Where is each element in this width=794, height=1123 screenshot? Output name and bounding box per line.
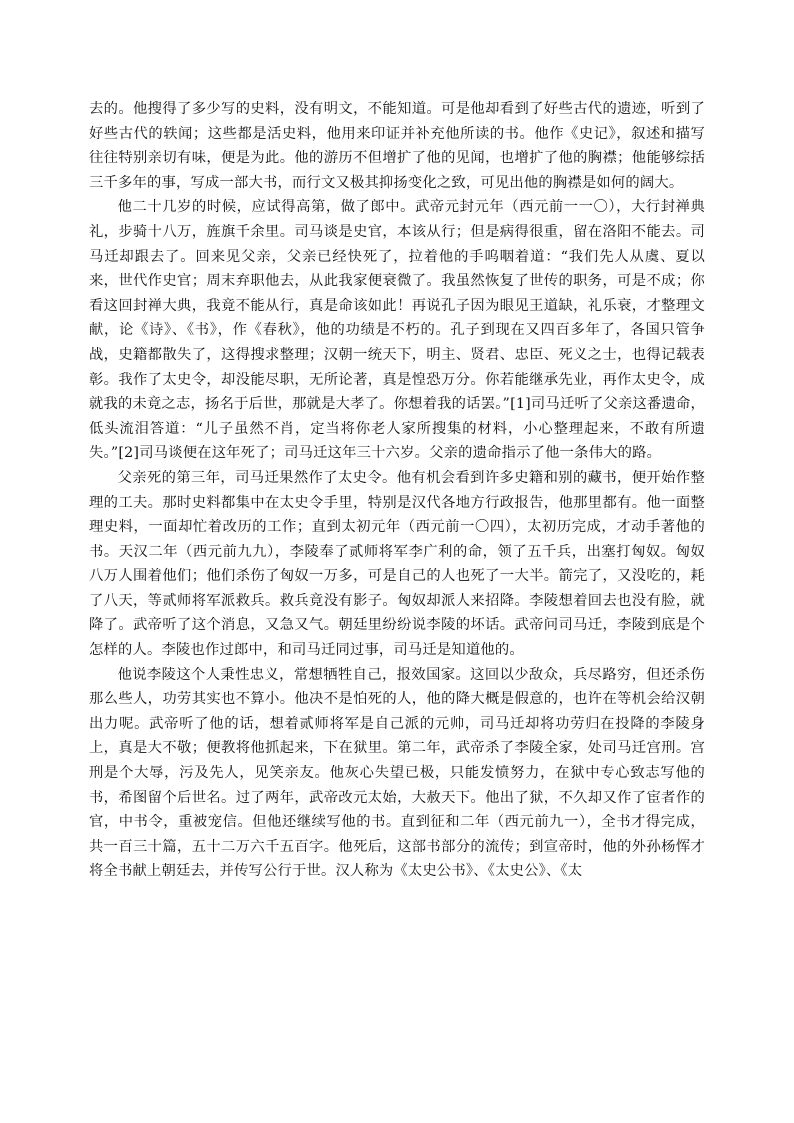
- paragraph-1: 去的。他搜得了多少写的史料，没有明文，不能知道。可是他却看到了好些古代的遗迹，听到了好些古代的轶闻；这些都是活史料，他用来印证并补充他所读的书。他作《史记》，叙述和描写往往特别亲切有味，便是为此。他的游历不但增扩了他的见闻，也增扩了他的胸襟；他能够综括三千多年的事，写成一部大书，而行文又极其抑扬变化之致，可见出他的胸襟是如何的阔大。: [89, 101, 705, 191]
- paragraph-4: 他说李陵这个人秉性忠义，常想牺牲自己，报效国家。这回以少敌众，兵尽路穷，但还杀伤那么些人，功劳其实也不算小。他决不是怕死的人，他的降大概是假意的，也许在等机会给汉朝出力呢。武帝听了他的话，想着贰师将军是自己派的元帅，司马迁却将功劳归在投降的李陵身上，真是大不敬；便教将他抓起来，下在狱里。第二年，武帝杀了李陵全家，处司马迁宫刑。宫刑是个大辱，污及先人，见笑亲友。他灰心失望已极，只能发愤努力，在狱中专心致志写他的书，希图留个后世名。过了两年，武帝改元太始，大赦天下。他出了狱，不久却又作了宦者作的官，中书令，重被宠信。但他还继续写他的书。直到征和二年（西元前九一），全书才得完成，共一百三十篇，五十二万六千五百字。他死后，这部书部分的流传；到宣帝时，他的外孙杨恽才将全书献上朝廷去，并传写公行于世。汉人称为《太史公书》、《太史公》、《太: [89, 666, 705, 880]
- paragraph-2: 他二十几岁的时候，应试得高第，做了郎中。武帝元封元年（西元前一一〇），大行封禅典礼，步骑十八万，旌旗千余里。司马谈是史官，本该从行；但是病得很重，留在洛阳不能去。司马迁却跟去了。回来见父亲，父亲已经快死了，拉着他的手呜咽着道：“我们先人从虞、夏以来，世代作史官；周末弃职他去，从此我家便衰微了。我虽然恢复了世传的职务，可是不成；你看这回封禅大典，我竟不能从行，真是命该如此！再说孔子因为眼见王道缺，礼乐衰，才整理文献，论《诗》、《书》，作《春秋》，他的功绩是不朽的。孔子到现在又四百多年了，各国只管争战，史籍都散失了，这得搜求整理；汉朝一统天下，明主、贤君、忠臣、死义之士，也得记载表彰。我作了太史令，却没能尽职，无所论著，真是惶恐万分。你若能继承先业，再作太史令，成就我的未竟之志，扬名于后世，那就是大孝了。你想着我的话罢。”[1]司马迁听了父亲这番遗命，低头流泪答道：“儿子虽然不肖，定当将你老人家所搜集的材料，小心整理起来，不敢有所遗失。”[2]司马谈便在这年死了；司马迁这年三十六岁。父亲的遗命指示了他一条伟大的路。: [89, 199, 705, 462]
- paragraph-3: 父亲死的第三年，司马迁果然作了太史令。他有机会看到许多史籍和别的藏书，便开始作整理的工夫。那时史料都集中在太史令手里，特别是汉代各地方行政报告，他那里都有。他一面整理史料，一面却忙着改历的工作；直到太初元年（西元前一〇四），太初历完成，才动手著他的书。天汉二年（西元前九九），李陵奉了贰师将军李广利的命，领了五千兵，出塞打匈奴。匈奴八万人围着他们；他们杀伤了匈奴一万多，可是自己的人也死了一大半。箭完了，又没吃的，耗了八天，等贰师将军派救兵。救兵竟没有影子。匈奴却派人来招降。李陵想着回去也没有脸，就降了。武帝听了这个消息，又急又气。朝廷里纷纷说李陵的坏话。武帝问司马迁，李陵到底是个怎样的人。李陵也作过郎中，和司马迁同过事，司马迁是知道他的。: [89, 469, 705, 659]
- body-text: [89, 97, 705, 884]
